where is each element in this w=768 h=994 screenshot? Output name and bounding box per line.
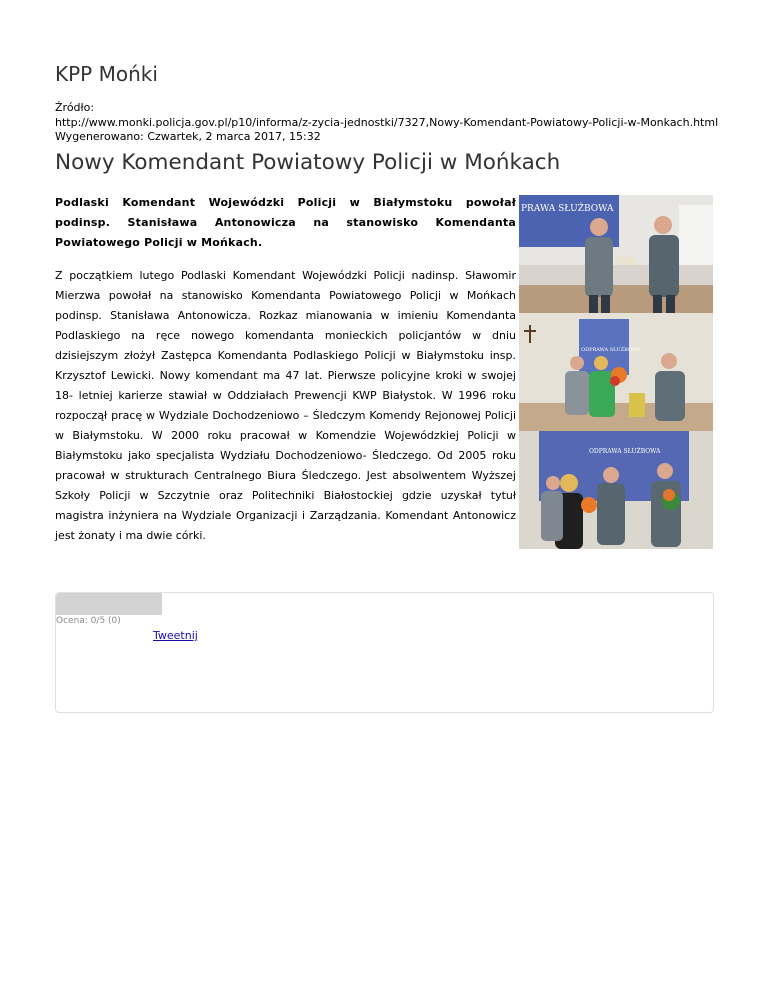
photo-flowers[interactable] <box>519 313 713 431</box>
slide-caption-3: ODPRAWA SŁUŻBOWA <box>589 448 661 455</box>
article-lead: Podlaski Komendant Wojewódzki Policji w Białymstoku powołał podinsp. Stanisława Antonowicza na stanowisko Komendanta Powiatowego Policji w Mońkach. <box>55 196 516 249</box>
rating-text: Ocena: 0/5 (0) <box>56 616 121 626</box>
article-title: Nowy Komendant Powiatowy Policji w Mońkach <box>55 150 561 175</box>
photo-gallery <box>519 195 713 549</box>
article-text: Z początkiem lutego Podlaski Komendant Wojewódzki Policji nadinsp. Sławomir Mierzwa powołał na stanowisko Komendanta Powiatowego Policji w Mońkach podinsp. Stanisława Antonowicza. Rozkaz mianowania w imieniu Komendanta Podlaskiego na ręce nowego komendanta monieckich policjantów w dniu dzisiejszym złożył Zastępca Komendanta Podlaskiego Policji w Białymstoku insp. Krzysztof Lewicki. Nowy komendant ma 47 lat. Pierwsze policyjne kroki w swojej 18- letniej karierze stawiał w Oddziałach Prewencji KWP Białystok. W 1996 roku rozpoczął pracę w Wydziale Dochodzeniowo – Śledczym Komendy Rejonowej Policji w Białymstoku. W 2000 roku pracował w Komendzie Wojewódzkiej Policji w Białymstoku jako specjalista Wydziału Dochodzeniowo- Śledczego. Od 2005 roku pracował w strukturach Centralnego Biura Śledczego. Jest absolwentem Wyższej Szkoły Policji w Szczytnie oraz Politechniki Białostockiej gdzie uzyskał tytuł magistra inżyniera na Wydziale Organizacji i Zarządzania. Komendant Antonowicz jest żonaty i ma dwie córki. <box>55 269 516 542</box>
slide-caption-2: ODPRAWA SŁUŻBOWA <box>581 347 641 353</box>
source-url: http://www.monki.policja.gov.pl/p10/informa/z-zycia-jednostki/7327,Nowy-Komendant-Powiatowy-Policji-w-Monkach.html <box>55 115 719 129</box>
site-title: KPP Mońki <box>55 62 158 86</box>
tweet-link[interactable]: Tweetnij <box>153 629 198 642</box>
generated-date: Wygenerowano: Czwartek, 2 marca 2017, 15:32 <box>55 130 321 143</box>
source-label: Źródło: <box>55 101 95 114</box>
source-meta <box>55 101 718 145</box>
photo-handover[interactable] <box>519 195 713 313</box>
slide-caption-1: PRAWA SŁUŻBOWA <box>521 204 614 214</box>
rating-panel <box>55 592 714 713</box>
article-body <box>55 193 516 546</box>
rating-stars[interactable] <box>56 593 162 615</box>
photo-congratulations[interactable] <box>519 431 713 549</box>
